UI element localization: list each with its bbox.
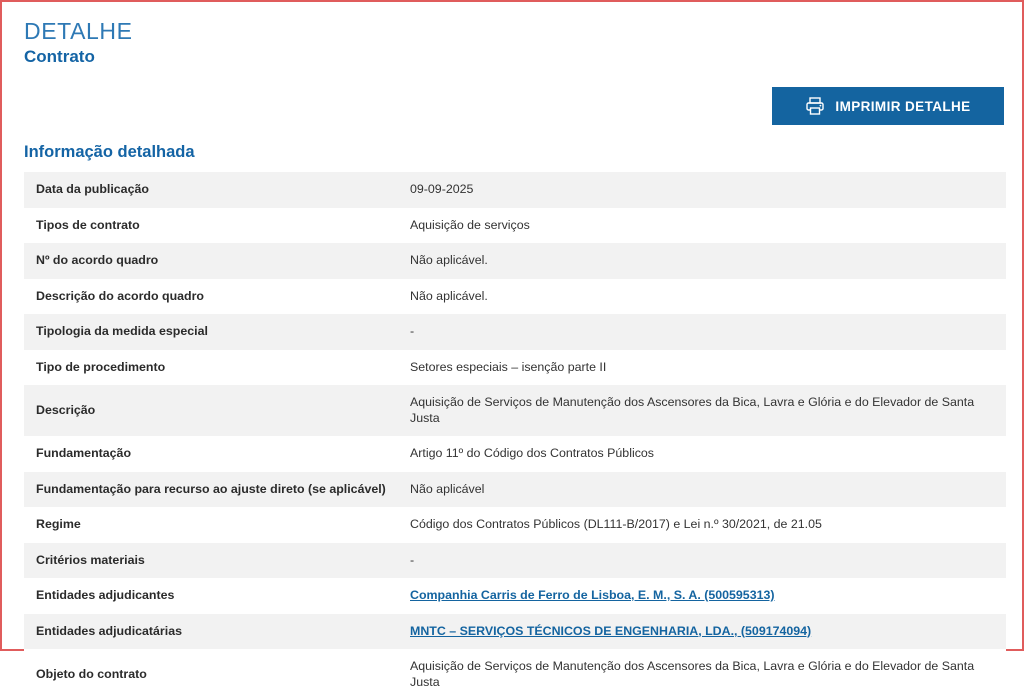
row-value: - bbox=[398, 543, 1006, 579]
table-row bbox=[24, 614, 1006, 650]
row-value: 09-09-2025 bbox=[398, 172, 1006, 208]
row-value: Não aplicável bbox=[398, 472, 1006, 508]
row-label: Entidades adjudicantes bbox=[24, 578, 398, 614]
row-value: - bbox=[398, 314, 1006, 350]
table-row bbox=[24, 436, 1006, 472]
table-row bbox=[24, 649, 1006, 700]
printer-icon bbox=[805, 97, 825, 115]
toolbar bbox=[16, 87, 1008, 125]
table-row bbox=[24, 208, 1006, 244]
row-value: Aquisição de Serviços de Manutenção dos Ascensores da Bica, Lavra e Glória e do Elevador de Santa Justa bbox=[398, 649, 1006, 700]
row-value bbox=[398, 578, 1006, 614]
row-label: Entidades adjudicatárias bbox=[24, 614, 398, 650]
page-subtitle: Contrato bbox=[24, 47, 95, 66]
row-value: Artigo 11º do Código dos Contratos Públicos bbox=[398, 436, 1006, 472]
section-title: Informação detalhada bbox=[24, 143, 195, 161]
row-label: Tipo de procedimento bbox=[24, 350, 398, 386]
table-row bbox=[24, 243, 1006, 279]
entity-link[interactable]: Companhia Carris de Ferro de Lisboa, E. M., S. A. (500595313) bbox=[410, 588, 775, 602]
print-detail-label: IMPRIMIR DETALHE bbox=[835, 98, 971, 114]
table-row bbox=[24, 172, 1006, 208]
row-value: Aquisição de serviços bbox=[398, 208, 1006, 244]
table-row bbox=[24, 507, 1006, 543]
row-value bbox=[398, 614, 1006, 650]
row-label: Descrição do acordo quadro bbox=[24, 279, 398, 315]
table-row bbox=[24, 578, 1006, 614]
row-value: Código dos Contratos Públicos (DL111-B/2017) e Lei n.º 30/2021, de 21.05 bbox=[398, 507, 1006, 543]
details-table bbox=[24, 172, 1006, 700]
row-label: Fundamentação para recurso ao ajuste direto (se aplicável) bbox=[24, 472, 398, 508]
table-row bbox=[24, 385, 1006, 436]
row-label: Tipos de contrato bbox=[24, 208, 398, 244]
entity-link[interactable]: MNTC – SERVIÇOS TÉCNICOS DE ENGENHARIA, LDA., (509174094) bbox=[410, 623, 812, 638]
row-value: Setores especiais – isenção parte II bbox=[398, 350, 1006, 386]
table-row bbox=[24, 543, 1006, 579]
row-value: Não aplicável. bbox=[398, 279, 1006, 315]
row-label: Descrição bbox=[24, 385, 398, 436]
print-detail-button[interactable] bbox=[772, 87, 1004, 125]
row-label: Tipologia da medida especial bbox=[24, 314, 398, 350]
row-label: Nº do acordo quadro bbox=[24, 243, 398, 279]
table-row bbox=[24, 350, 1006, 386]
row-label: Critérios materiais bbox=[24, 543, 398, 579]
row-value: Não aplicável. bbox=[398, 243, 1006, 279]
row-label: Objeto do contrato bbox=[24, 649, 398, 700]
table-row bbox=[24, 472, 1006, 508]
row-label: Regime bbox=[24, 507, 398, 543]
table-row bbox=[24, 314, 1006, 350]
page-title: DETALHE bbox=[24, 18, 133, 44]
row-label: Fundamentação bbox=[24, 436, 398, 472]
row-value: Aquisição de Serviços de Manutenção dos Ascensores da Bica, Lavra e Glória e do Elevador de Santa Justa bbox=[398, 385, 1006, 436]
row-label: Data da publicação bbox=[24, 172, 398, 208]
table-row bbox=[24, 279, 1006, 315]
details-table-body bbox=[24, 172, 1006, 700]
